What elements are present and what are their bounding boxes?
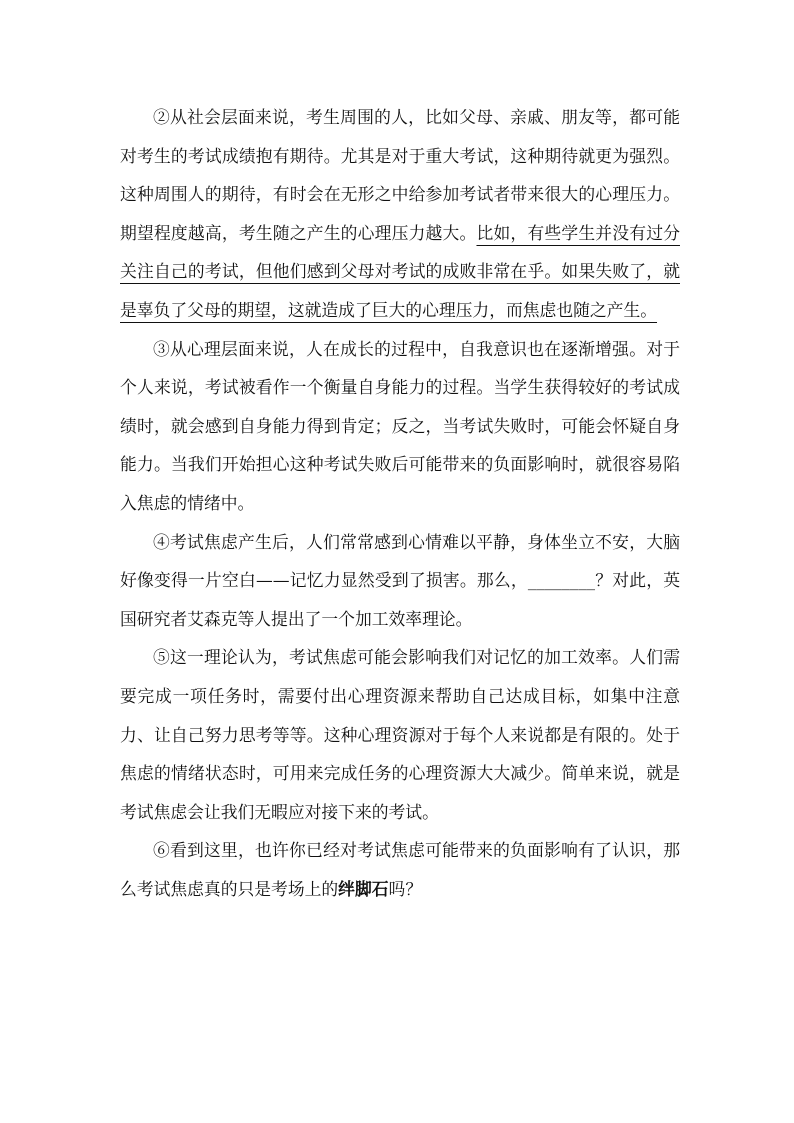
paragraph-4-text: ④考试焦虑产生后，人们常常感到心情难以平静，身体坐立不安，大脑好像变得一片空白——记忆力显然受到了损害。那么，________？对此，英国研究者艾森克等人提出了一个加工效率理论。 <box>120 531 680 629</box>
paragraph-6 <box>120 831 680 908</box>
paragraph-6-text-end: 吗？ <box>388 878 423 899</box>
paragraph-3-text: ③从心理层面来说，人在成长的过程中，自我意识也在逐渐增强。对于个人来说，考试被看作一个衡量自身能力的过程。当学生获得较好的考试成绩时，就会感到自身能力得到肯定；反之，当考试失败时，可能会怀疑自身能力。当我们开始担心这种考试失败后可能带来的负面影响时，就很容易陷入焦虑的情绪中。 <box>120 338 680 513</box>
paragraph-5 <box>120 638 680 831</box>
paragraph-6-text: ⑥看到这里，也许你已经对考试焦虑可能带来的负面影响有了认识，那么考试焦虑真的只是考场上的 <box>120 840 680 899</box>
paragraph-3 <box>120 330 680 523</box>
paragraph-6-bold-term: 绊脚石 <box>338 878 389 899</box>
document-page <box>120 98 680 908</box>
paragraph-2-underlined-text: 比如，有些学生并没有过分关注自己的考试，但他们感到父母对考试的成败非常在乎。如果失败了，就是辜负了父母的期望，这就造成了巨大的心理压力，而焦虑也随之产生。 <box>120 222 680 320</box>
paragraph-2-text: ②从社会层面来说，考生周围的人，比如父母、亲戚、朋友等，都可能对考生的考试成绩抱有期待。尤其是对于重大考试，这种期待就更为强烈。这种周围人的期待，有时会在无形之中给参加考试者带来很大的心理压力。期望程度越高，考生随之产生的心理压力越大。 <box>120 107 680 243</box>
paragraph-5-text: ⑤这一理论认为，考试焦虑可能会影响我们对记忆的加工效率。人们需要完成一项任务时，需要付出心理资源来帮助自己达成目标，如集中注意力、让自己努力思考等等。这种心理资源对于每个人来说都是有限的。处于焦虑的情绪状态时，可用来完成任务的心理资源大大减少。简单来说，就是考试焦虑会让我们无暇应对接下来的考试。 <box>120 647 680 822</box>
paragraph-4 <box>120 523 680 639</box>
paragraph-2 <box>120 98 680 330</box>
